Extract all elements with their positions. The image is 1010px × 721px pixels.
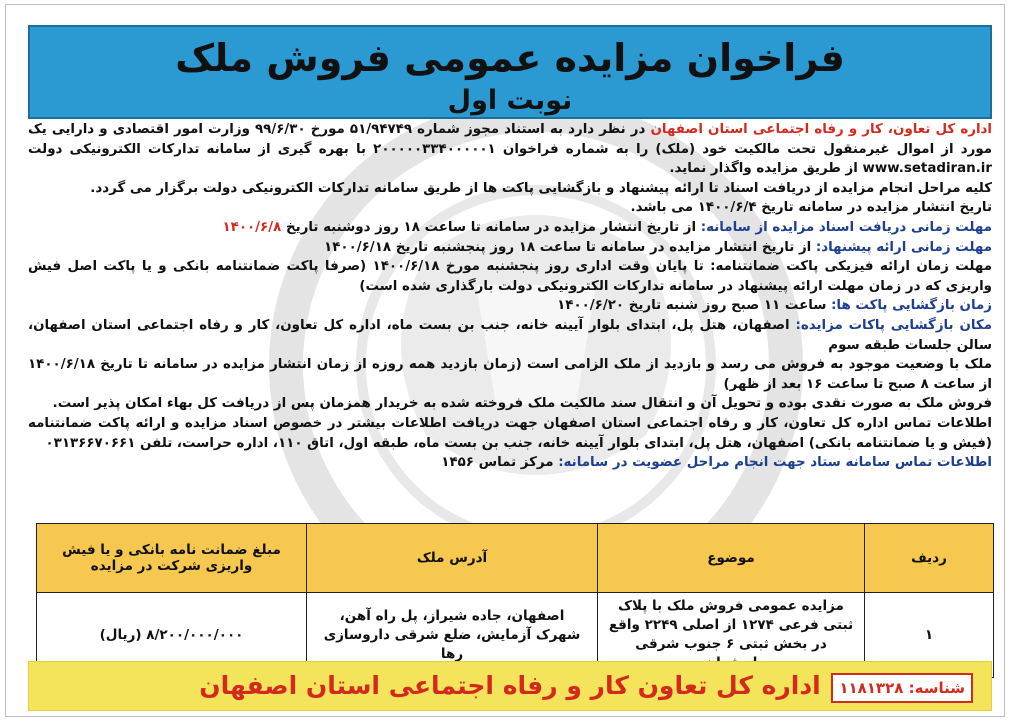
visit-terms: ملک با وضعیت موجود به فروش می رسد و بازدید از ملک الزامی است (زمان بازدید همه روزه از زمان انتشار مزایده در سامانه تا تاریخ ۱۴۰۰/۶/۱۸ از ساعت ۸ صبح تا ساعت ۱۶ بعد از ظهر) (28, 357, 992, 392)
property-table (36, 523, 994, 678)
header-address: آدرس ملک (307, 524, 598, 593)
title-banner (28, 25, 992, 119)
page-title: فراخوان مزایده عمومی فروش ملک (175, 36, 845, 80)
publish-date: تاریخ انتشار مزایده در سامانه تاریخ ۱۴۰۰/۶/۴ می باشد. (630, 200, 992, 216)
cell-address: اصفهان، جاده شیراز، پل راه آهن، شهرک آزمایش، ضلع شرقی داروسازی رها (307, 593, 598, 678)
cell-subject: مزایده عمومی فروش ملک با پلاک ثبتی فرعی ۱۲۷۴ از اصلی ۲۲۴۹ واقع در بخش ثبتی ۶ جنوب شرقی (598, 593, 865, 678)
guarantee-deadline: مهلت زمان ارائه فیزیکی پاکت ضمانتنامه: تا پایان وقت اداری روز پنجشنبه مورخ ۱۴۰۰/۶/۱۸ (صرفا پاکت ضمانتنامه بانکی و یا پاکت اصل فیش واریزی که در زمان مهلت ارائه پیشنهاد در سامانه تدارکات الکترونیکی دولت بارگذاری شده است) (28, 259, 992, 294)
page-subtitle: نوبت اول (447, 85, 573, 116)
intro-paragraph: اداره کل تعاون، کار و رفاه اجتماعی استان اصفهان در نظر دارد به استناد مجوز شماره ۵۱/۹۴۷۴۹ مورخ ۹۹/۶/۳۰ وزارت امور اقتصادی و دارایی یک مورد از اموال غیرمنقول تحت مالکیت خود (ملک) را به شماره فراخوان ۲۰۰۰۰۰۳۳۴۰۰۰۰۰۱ با بهره گیری از سامانه تدارکات الکترونیکی دولت www.setadiran.ir از طریق مزایده واگذار نماید. (28, 122, 992, 177)
setad-contact: اطلاعات تماس سامانه ستاد جهت انجام مراحل عضویت در سامانه: مرکز تماس ۱۴۵۶ (441, 455, 992, 471)
header-amount: مبلغ ضمانت نامه بانکی و یا فیش واریزی شرکت در مزایده (37, 524, 307, 593)
announcement-body (28, 120, 992, 518)
header-row-number: ردیف (865, 524, 994, 593)
opening-place: مکان بازگشایی پاکات مزایده: اصفهان، هتل پل، ابتدای بلوار آیینه خانه، جنب بن بست ماه، اداره کل تعاون، کار و رفاه اجتماعی استان اصفهان، سالن جلسات طبقه سوم (28, 317, 992, 353)
header-subject: موضوع (598, 524, 865, 593)
opening-time: زمان بازگشایی پاکت ها: ساعت ۱۱ صبح روز شنبه تاریخ ۱۴۰۰/۶/۲۰ (557, 298, 992, 314)
table-header-row (37, 524, 994, 593)
organization-name: اداره کل تعاون، کار و رفاه اجتماعی استان اصفهان (650, 122, 992, 137)
process-paragraph: کلیه مراحل انجام مزایده از دریافت اسناد تا ارائه پیشنهاد و بازگشایی پاکت ها از طریق سامانه تدارکات الکترونیکی دولت برگزار می گردد. (90, 180, 992, 196)
advertisement-frame (5, 4, 1005, 717)
sale-terms: فروش ملک به صورت نقدی بوده و تحویل آن و انتقال سند مالکیت ملک فروخته شده به خریدار همزمان پس از دریافت کل بهاء امکان پذیر است. (52, 396, 992, 412)
ad-id-label: شناسه: (908, 679, 965, 697)
setadiran-link[interactable]: www.setadiran.ir (862, 161, 992, 177)
footer-bar (28, 661, 992, 711)
contact-info: اطلاعات تماس اداره کل تعاون، کار و رفاه اجتماعی استان اصفهان جهت دریافت اطلاعات بیشتر در خصوص اسناد مزایده و ارائه پاکت ضمانتنامه (فیش و یا ضمانتنامه بانکی) اصفهان، هتل پل، ابتدای بلوار آیینه خانه، جنب بن بست ماه، طبقه اول، اتاق ۱۱۰، اداره حراست، تلفن ۰۳۱۳۶۶۷۰۶۶۱ (28, 415, 992, 451)
cell-amount: ۸/۲۰۰/۰۰۰/۰۰۰ (ریال) (37, 593, 307, 678)
proposal-deadline: مهلت زمانی ارائه پیشنهاد: از تاریخ انتشار مزایده در سامانه تا ساعت ۱۸ روز پنجشنبه تاریخ ۱۴۰۰/۶/۱۸ (324, 239, 992, 255)
ad-id-value: ۱۱۸۱۳۲۸ (839, 679, 904, 697)
cell-row-number: ۱ (865, 593, 994, 678)
footer-organization: اداره کل تعاون کار و رفاه اجتماعی استان اصفهان (199, 671, 821, 700)
document-deadline: مهلت زمانی دریافت اسناد مزایده از سامانه: از تاریخ انتشار مزایده در سامانه تا ساعت ۱۸ روز دوشنبه تاریخ ۱۴۰۰/۶/۸ (222, 219, 992, 235)
ad-id-badge (831, 673, 973, 703)
